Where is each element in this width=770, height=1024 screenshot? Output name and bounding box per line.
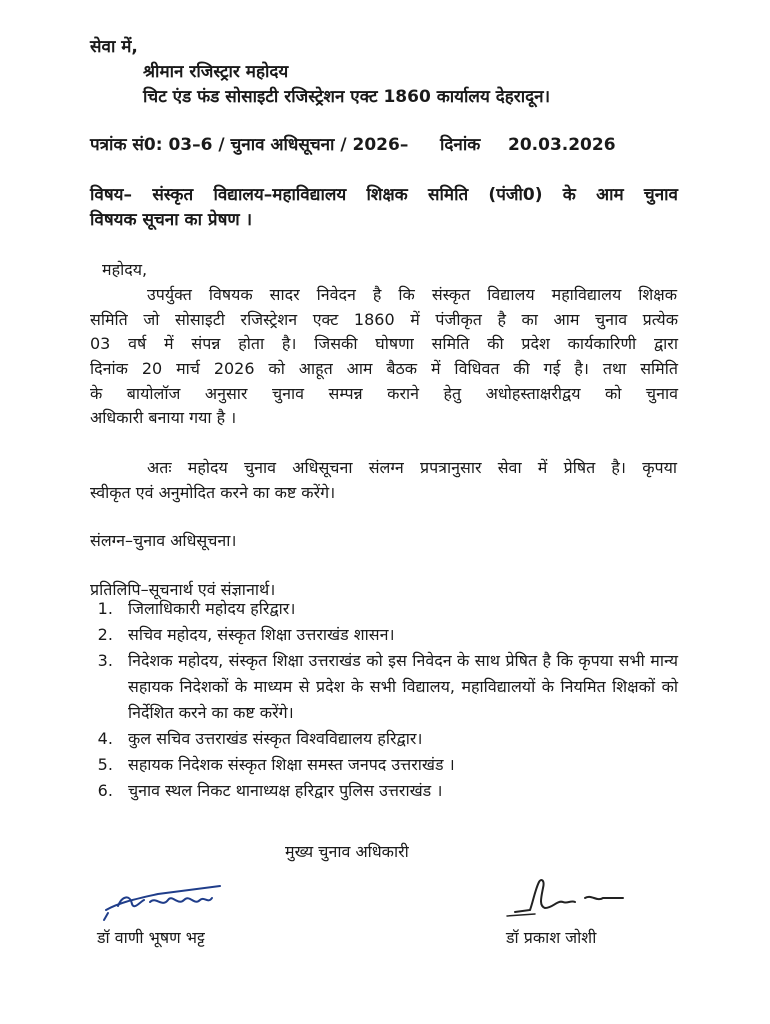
- copy-to-item: 4. कुल सचिव उत्तराखंड संस्कृत विश्वविद्यालय हरिद्वार।: [118, 726, 678, 752]
- para1-line: उपर्युक्त विषयक सादर निवेदन है कि संस्कृत विद्यालय महाविद्यालय शिक्षक: [147, 285, 677, 304]
- reference-date: 20.03.2026: [508, 135, 616, 155]
- para2-line: अतः महोदय चुनाव अधिसूचना संलग्न प्रपत्रानुसार सेवा में प्रेषित है। कृपया: [147, 458, 677, 477]
- copy-to-item: 1. जिलाधिकारी महोदय हरिद्वार।: [118, 596, 678, 622]
- para1-line: दिनांक 20 मार्च 2026 को आहूत आम बैठक में विधिवत की गई है। तथा समिति: [90, 359, 678, 378]
- greeting: महोदय,: [102, 260, 148, 279]
- para1-line: के बायोलॉज अनुसार चुनाव सम्पन्न कराने हेतु अधोहस्ताक्षरीद्वय को चुनाव: [90, 384, 678, 403]
- enclosure-note: संलग्न–चुनाव अधिसूचना।: [90, 531, 237, 550]
- designation: मुख्य चुनाव अधिकारी: [285, 842, 409, 861]
- copy-to-item: 2. सचिव महोदय, संस्कृत शिक्षा उत्तराखंड शासन।: [118, 622, 678, 648]
- addressee-office: चिट एंड फंड सोसाइटी रजिस्ट्रेशन एक्ट 1860 कार्यालय देहरादून।: [143, 87, 551, 107]
- copy-to-list-wrapper: [100, 596, 678, 804]
- subject-line-1: विषय– संस्कृत विद्यालय–महाविद्यालय शिक्षक समिति (पंजी0) के आम चुनाव: [90, 185, 678, 205]
- subject-line-2: विषयक सूचना का प्रेषण ।: [90, 210, 253, 230]
- para1-line: समिति जो सोसाइटी रजिस्ट्रेशन एक्ट 1860 में पंजीकृत है का आम चुनाव प्रत्येक: [90, 310, 678, 329]
- signature-right-image: [505, 872, 630, 922]
- reference-date-label: दिनांक: [440, 135, 481, 155]
- para2-line: स्वीकृत एवं अनुमोदित करने का कष्ट करेंगे।: [90, 483, 336, 502]
- para1-line: 03 वर्ष में संपन्न होता है। जिसकी घोषणा समिति की प्रदेश कार्यकारिणी द्वारा: [90, 334, 678, 353]
- signatory-right-name: डॉ प्रकाश जोशी: [506, 928, 597, 947]
- signatory-left-name: डॉ वाणी भूषण भट्ट: [97, 928, 205, 947]
- signature-left-image: [100, 880, 230, 925]
- copy-to-list: [100, 596, 678, 804]
- copy-to-item: 5. सहायक निदेशक संस्कृत शिक्षा समस्त जनपद उत्तराखंड ।: [118, 752, 678, 778]
- addressee-title: श्रीमान रजिस्ट्रार महोदय: [143, 62, 289, 82]
- copy-to-item: 6. चुनाव स्थल निकट थानाध्यक्ष हरिद्वार पुलिस उत्तराखंड ।: [118, 778, 678, 804]
- copy-to-heading: प्रतिलिपि–सूचनार्थ एवं संज्ञानार्थ।: [90, 580, 276, 599]
- salutation-to: सेवा में,: [90, 37, 138, 57]
- reference-number: पत्रांक सं0: 03–6 / चुनाव अधिसूचना / 2026–: [90, 135, 409, 155]
- para1-line: अधिकारी बनाया गया है ।: [90, 408, 237, 427]
- copy-to-item: 3. निदेशक महोदय, संस्कृत शिक्षा उत्तराखंड को इस निवेदन के साथ प्रेषित है कि कृपया सभी मान्य सहायक निदेशकों के माध्यम से प्रदेश के सभी विद्यालय, महाविद्यालयों के नियमित शिक्षकों को निर्देशित करने का कष्ट करेंगे।: [118, 648, 678, 726]
